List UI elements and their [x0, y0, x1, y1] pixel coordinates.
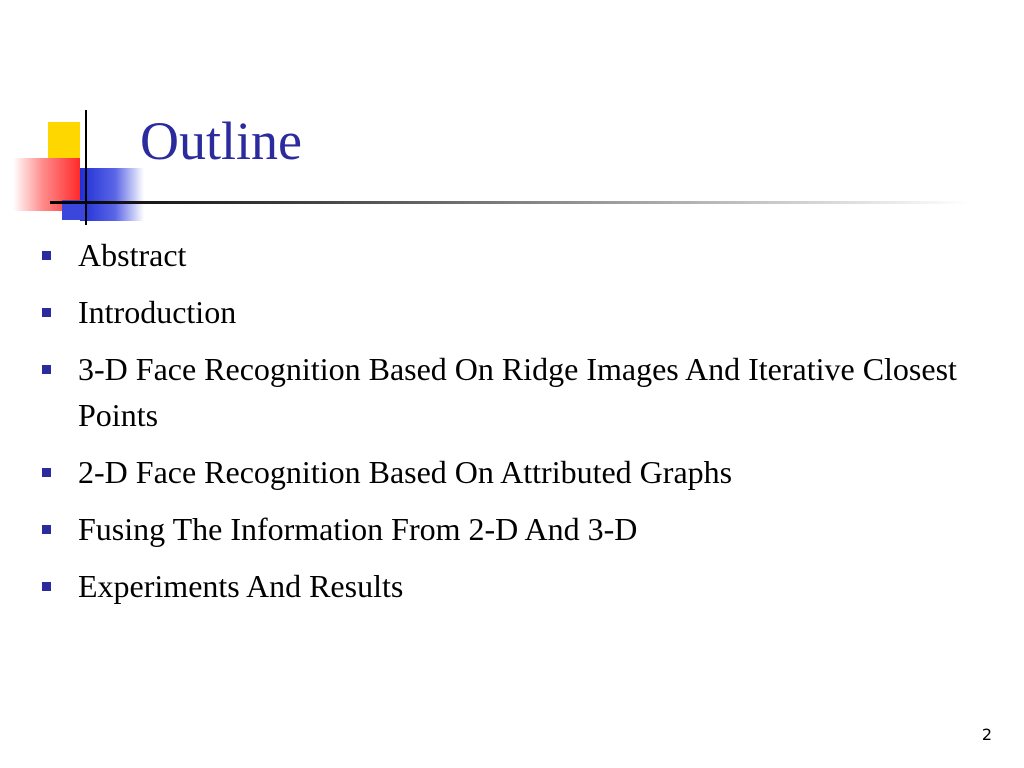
color-blocks-decoration	[0, 100, 150, 230]
square-bullet-icon	[42, 308, 51, 317]
decor-vertical-line	[85, 110, 87, 225]
square-bullet-icon	[42, 365, 51, 374]
bullet-item	[38, 506, 968, 552]
bullet-item	[38, 346, 968, 438]
bullet-item	[38, 563, 968, 609]
bullet-item	[38, 449, 968, 495]
blue-square	[80, 168, 144, 221]
square-bullet-icon	[42, 582, 51, 591]
bullet-text: 2-D Face Recognition Based On Attributed Graphs	[78, 454, 733, 490]
square-bullet-icon	[42, 251, 51, 260]
page-number: 2	[981, 725, 992, 744]
title-underline	[50, 201, 970, 204]
square-bullet-icon	[42, 525, 51, 534]
bullet-text: 3-D Face Recognition Based On Ridge Images And Iterative Closest Points	[78, 351, 957, 433]
square-bullet-icon	[42, 468, 51, 477]
bullet-list	[38, 232, 968, 620]
bullet-text: Fusing The Information From 2-D And 3-D	[78, 511, 638, 547]
bullet-text: Introduction	[78, 294, 237, 330]
slide-title: Outline	[140, 111, 302, 171]
bullet-text: Abstract	[78, 237, 187, 273]
bullet-text: Experiments And Results	[78, 568, 404, 604]
bullet-item	[38, 232, 968, 278]
bullet-item	[38, 289, 968, 335]
